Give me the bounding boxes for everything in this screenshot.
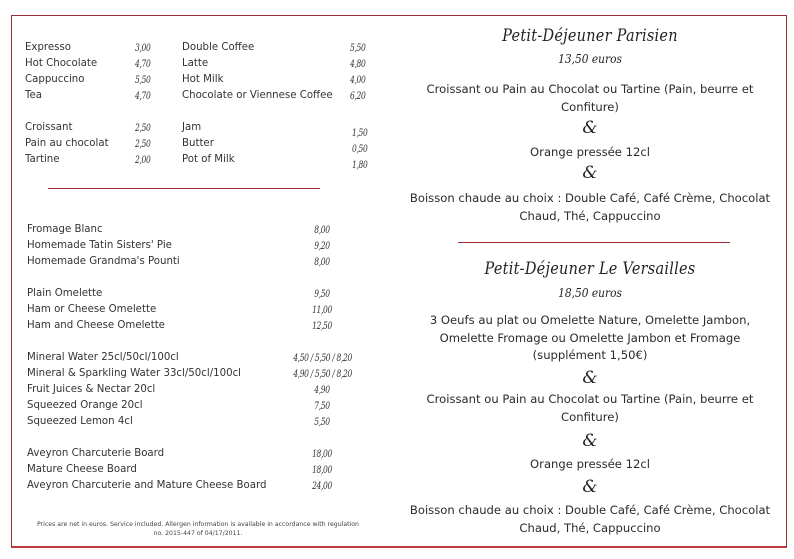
item-name: Jam (182, 122, 202, 133)
ampersand: & (582, 163, 598, 183)
item-price: 8,00 (314, 224, 330, 236)
item-name: Squeezed Orange 20cl (27, 400, 143, 411)
item-price: 5,50 (314, 416, 330, 428)
item-price: 1,50 (352, 127, 368, 139)
item-name: Croissant (25, 122, 73, 133)
item-price: 4,00 (350, 74, 366, 86)
footer-line: Prices are net in euros. Service included. Allergen information is available in accordance with regulation (37, 521, 359, 528)
item-name: Pain au chocolat (25, 138, 109, 149)
item-name: Pot of Milk (182, 154, 235, 165)
formula-text: Boisson chaude au choix : Double Café, Café Crème, Chocolat (409, 191, 771, 205)
formula-text: Boisson chaude au choix : Double Café, Café Crème, Chocolat (409, 503, 771, 517)
legal-footer (20, 520, 376, 538)
item-name: Mineral & Sparkling Water 33cl/50cl/100cl (27, 368, 241, 379)
item-name: Expresso (25, 42, 72, 53)
item-price: 11,00 (312, 304, 332, 316)
formula-text: Orange pressée 12cl (530, 145, 650, 159)
item-name: Tartine (25, 154, 60, 165)
ampersand: & (582, 431, 598, 451)
ampersand: & (582, 118, 598, 138)
item-price: 5,50 (350, 42, 366, 54)
item-name: Tea (25, 90, 43, 101)
item-price: 5,50 (135, 74, 151, 86)
formula-text: Confiture) (561, 410, 619, 424)
item-price: 6,20 (350, 90, 366, 102)
formula-price: 18,50 euros (558, 285, 622, 300)
item-price: 2,50 (135, 122, 151, 134)
item-price: 4,70 (135, 90, 151, 102)
item-name: Ham or Cheese Omelette (27, 304, 157, 315)
item-name: Butter (182, 138, 214, 149)
formula-title: Petit-Déjeuner Le Versailles (484, 259, 696, 279)
item-price: 4,90 / 5,50 / 8,20 (293, 368, 352, 380)
formula-text: Confiture) (561, 100, 619, 114)
formula-price: 13,50 euros (558, 51, 622, 66)
item-name: Cappuccino (25, 74, 85, 85)
footer-line: no. 2015-447 of 04/17/2011. (153, 530, 243, 537)
formula-text: Chaud, Thé, Cappuccino (519, 521, 661, 535)
item-price: 1,80 (352, 159, 368, 171)
item-name: Aveyron Charcuterie and Mature Cheese Board (27, 480, 267, 491)
item-name: Plain Omelette (27, 288, 103, 299)
item-price: 0,50 (352, 143, 368, 155)
formula-text: 3 Oeufs au plat ou Omelette Nature, Omelette Jambon, (429, 313, 751, 327)
item-name: Mature Cheese Board (27, 464, 137, 475)
item-name: Mineral Water 25cl/50cl/100cl (27, 352, 179, 363)
ampersand: & (582, 477, 598, 497)
item-price: 4,90 (314, 384, 330, 396)
item-price: 18,00 (312, 464, 332, 476)
formula-text: Croissant ou Pain au Chocolat ou Tartine (Pain, beurre et (426, 392, 754, 406)
item-name: Fruit Juices & Nectar 20cl (27, 384, 156, 395)
item-price: 2,50 (135, 138, 151, 150)
item-price: 9,50 (314, 288, 330, 300)
ampersand: & (582, 368, 598, 388)
item-price: 24,00 (312, 480, 332, 492)
item-price: 3,00 (135, 42, 151, 54)
item-price: 7,50 (314, 400, 330, 412)
formula-title: Petit-Déjeuner Parisien (502, 26, 678, 46)
formula-text: Orange pressée 12cl (530, 457, 650, 471)
item-name: Homemade Grandma's Pounti (27, 256, 180, 267)
item-name: Double Coffee (182, 42, 255, 53)
item-price: 18,00 (312, 448, 332, 460)
item-price: 2,00 (135, 154, 151, 166)
item-name: Ham and Cheese Omelette (27, 320, 165, 331)
item-price: 9,20 (314, 240, 330, 252)
item-name: Hot Milk (182, 74, 224, 85)
item-name: Latte (182, 58, 209, 69)
item-price: 4,80 (350, 58, 366, 70)
formula-text: Omelette Fromage ou Omelette Jambon et Fromage (439, 331, 741, 345)
formula-text: Croissant ou Pain au Chocolat ou Tartine (Pain, beurre et (426, 82, 754, 96)
formula-divider (458, 242, 730, 243)
item-name: Fromage Blanc (27, 224, 103, 235)
item-name: Aveyron Charcuterie Board (27, 448, 165, 459)
item-name: Homemade Tatin Sisters' Pie (27, 240, 172, 251)
item-name: Chocolate or Viennese Coffee (182, 90, 333, 101)
item-name: Squeezed Lemon 4cl (27, 416, 133, 427)
item-name: Hot Chocolate (25, 58, 98, 69)
formula-text: (supplément 1,50€) (532, 348, 648, 362)
item-price: 4,50 / 5,50 / 8,20 (293, 352, 352, 364)
section-divider (48, 188, 320, 189)
formula-text: Chaud, Thé, Cappuccino (519, 209, 661, 223)
item-price: 8,00 (314, 256, 330, 268)
item-price: 12,50 (312, 320, 332, 332)
item-price: 4,70 (135, 58, 151, 70)
